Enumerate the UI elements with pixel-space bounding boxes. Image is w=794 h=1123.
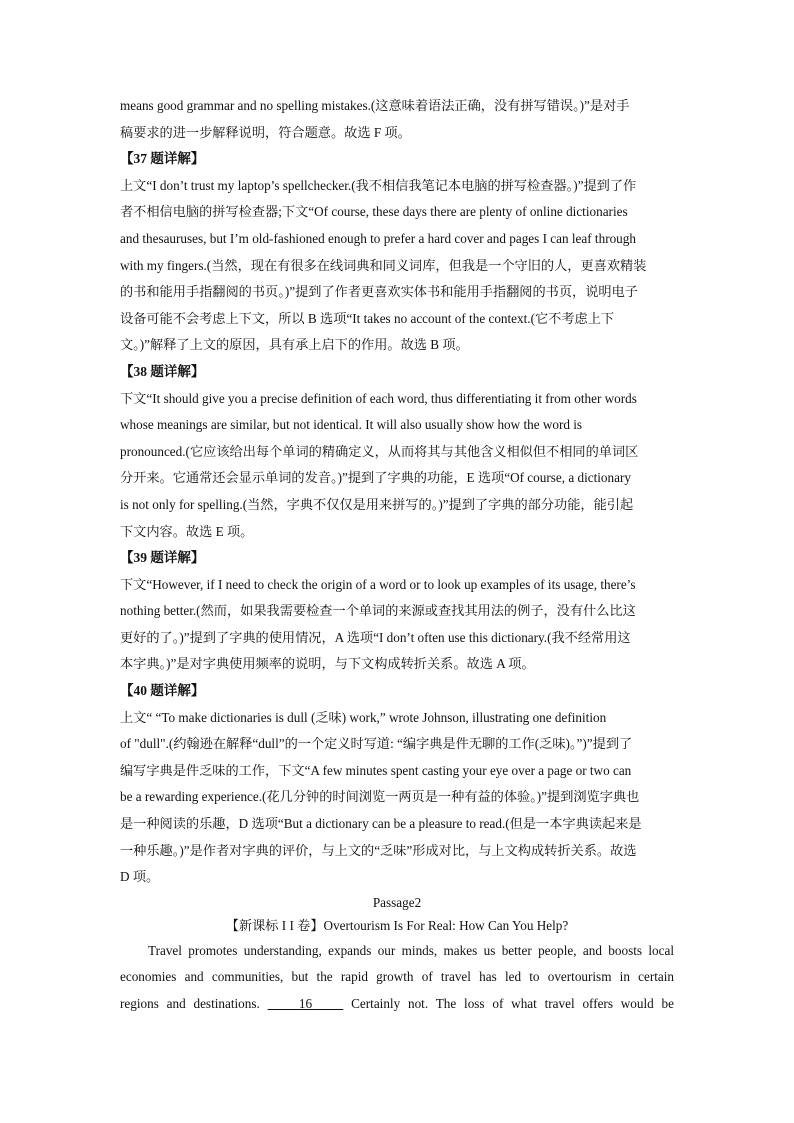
body-line: 分开来。它通常还会显示单词的发音。)”提到了字典的功能，E 选项“Of course, a dictionary — [120, 470, 631, 486]
body-line: is not only for spelling.(当然，字典不仅仅是用来拼写的。)”提到了字典的部分功能，能引起 — [120, 496, 634, 512]
body-line: 下文“However, if I need to check the origin of a word or to look up examples of its usage, there’s — [120, 576, 636, 592]
body-line: 更好的了。)”提到了字典的使用情况，A 选项“I don’t often use this dictionary.(我不经常用这 — [120, 629, 631, 645]
body-line: 稿要求的进一步解释说明，符合题意。故选 F 项。 — [120, 124, 411, 140]
body-line: be a rewarding experience.(花几分钟的时间浏览一两页是一种有益的体验。)”提到浏览字典也 — [120, 789, 640, 805]
section-heading-37: 【37 题详解】 — [120, 151, 205, 167]
body-line: 的书和能用手指翻阅的书页。)”提到了作者更喜欢实体书和能用手指翻阅的书页，说明电子 — [120, 284, 638, 300]
body-line: 一种乐趣。)”是作者对字典的评价，与上文的“乏味”形成对比，与上文构成转折关系。故选 — [120, 842, 637, 858]
section-heading-40: 【40 题详解】 — [120, 683, 205, 699]
section-heading-38: 【38 题详解】 — [120, 363, 205, 379]
body-line: 是一种阅读的乐趣，D 选项“But a dictionary can be a pleasure to read.(但是一本字典读起来是 — [120, 816, 642, 832]
body-line: whose meanings are similar, but not identical. It will also usually show how the word is — [120, 417, 583, 433]
passage-label: Passage2 — [372, 894, 422, 910]
body-line: pronounced.(它应该给出每个单词的精确定义，从而将其与其他含义相似但不相同的单词区 — [120, 443, 639, 459]
answer-blank-16 — [268, 996, 344, 1011]
body-line: 者不相信电脑的拼写检查器;下文“Of course, these days there are plenty of online dictionaries — [120, 204, 628, 220]
blank-number: 16 — [298, 996, 313, 1011]
body-line: 编写字典是件乏味的工作，下文“A few minutes spent casting your eye over a page or two can — [120, 762, 632, 778]
passage-line — [120, 991, 674, 1018]
passage-text: Certainly not. The loss of what travel offers would be — [351, 996, 674, 1011]
body-line: nothing better.(然而，如果我需要检查一个单词的来源或查找其用法的例子，没有什么比这 — [120, 603, 636, 619]
body-line: 上文“ “To make dictionaries is dull (乏味) work,” wrote Johnson, illustrating one definition — [120, 709, 607, 725]
passage-text: regions and destinations. — [120, 996, 260, 1011]
body-line: of "dull".(约翰逊在解释“dull”的一个定义时写道: “编字典是件无聊的工作(乏味)。”)”提到了 — [120, 736, 633, 752]
body-line: 文。)”解释了上文的原因，具有承上启下的作用。故选 B 项。 — [120, 337, 469, 353]
body-line: 上文“I don’t trust my laptop’s spellchecker.(我不相信我笔记本电脑的拼写检查器。)”提到了作 — [120, 177, 637, 193]
body-line: D 项。 — [120, 869, 160, 885]
passage-line: economies and communities, but the rapid growth of travel has led to overtourism in certain — [120, 969, 674, 985]
body-line: 下文内容。故选 E 项。 — [120, 523, 254, 539]
section-heading-39: 【39 题详解】 — [120, 550, 205, 566]
passage-line: Travel promotes understanding, expands our minds, makes us better people, and boosts local — [148, 942, 674, 958]
body-line: and thesauruses, but I’m old-fashioned enough to prefer a hard cover and pages I can leaf through — [120, 230, 636, 246]
passage-title: 【新课标 I I 卷】Overtourism Is For Real: How Can You Help? — [225, 918, 569, 934]
body-line: with my fingers.(当然，现在有很多在线词典和同义词库，但我是一个守旧的人，更喜欢精装 — [120, 257, 647, 273]
body-line: 下文“It should give you a precise definition of each word, thus differentiating it from other words — [120, 390, 637, 406]
document-page — [120, 93, 674, 1018]
body-line: 本字典。)”是对字典使用频率的说明，与下文构成转折关系。故选 A 项。 — [120, 656, 535, 672]
body-line: means good grammar and no spelling mistakes.(这意味着语法正确，没有拼写错误。)”是对手 — [120, 98, 630, 113]
body-line: 设备可能不会考虑上下文，所以 B 选项“It takes no account of the context.(它不考虑上下 — [120, 310, 615, 326]
